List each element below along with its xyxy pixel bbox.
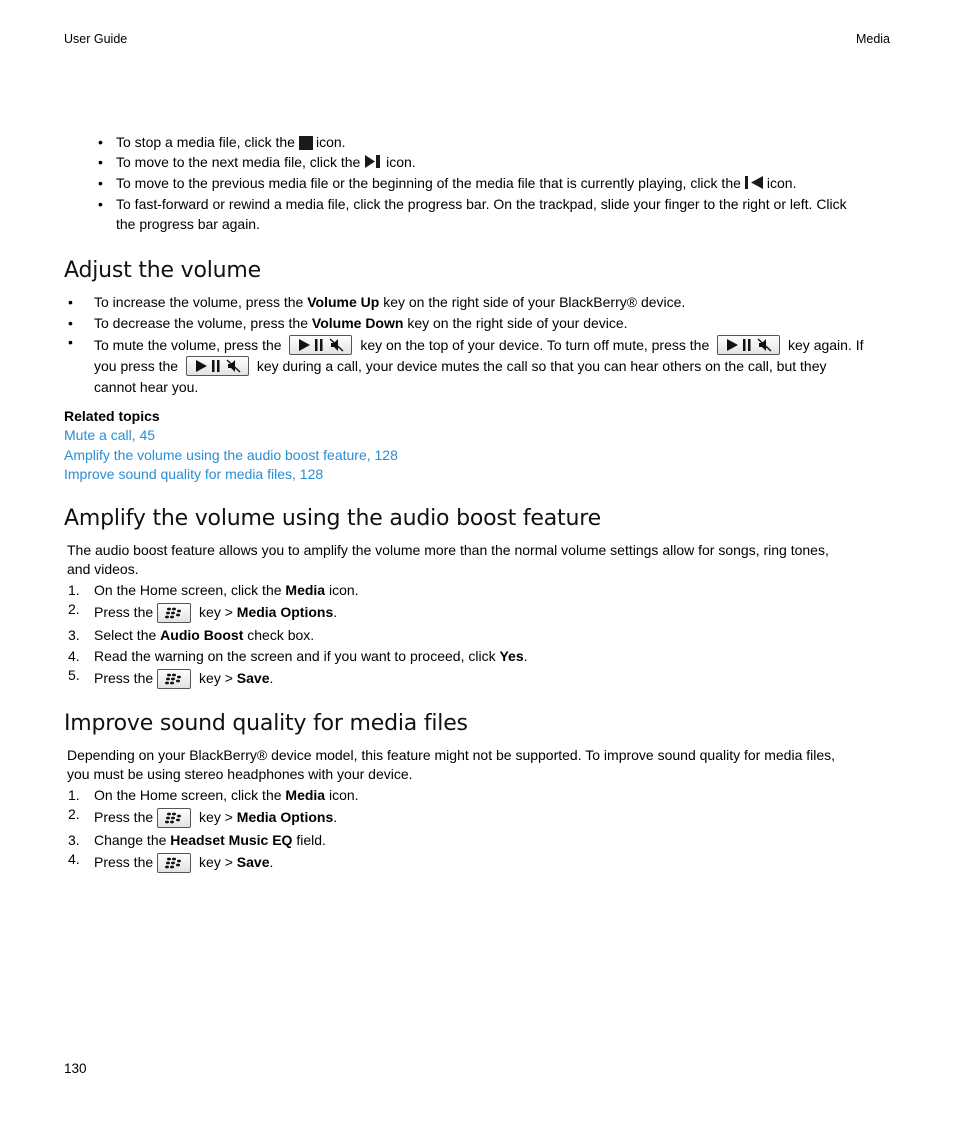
section-title-sound-quality: Improve sound quality for media files: [64, 711, 468, 736]
sound-quality-intro: Depending on your BlackBerry® device model, this feature might not be supported. To improve sound quality for media files, you must be using stereo headphones with your device.: [67, 747, 836, 782]
step-item: 5. Press the key > Save.: [94, 668, 894, 689]
step-item: 3. Select the Audio Boost check box.: [68, 627, 315, 643]
next-track-icon: [364, 153, 382, 170]
step-item: 1. On the Home screen, click the Media icon.: [68, 582, 359, 598]
list-item: • To move to the previous media file or the beginning of the media file that is currently playing, click the icon.: [98, 175, 797, 191]
related-link-audio-boost[interactable]: Amplify the volume using the audio boost feature, 128: [64, 447, 398, 463]
list-item: • To stop a media file, click the icon.: [98, 134, 346, 150]
step-item: 4. Read the warning on the screen and if you want to proceed, click Yes.: [68, 648, 528, 664]
list-item: • To mute the volume, press the key on the top of your device. To turn off mute, press the key again. If you press the key during a call, your device mutes the call so that you can hear others on the call, but they cannot hear you.: [68, 334, 864, 395]
step-item: 4. Press the key > Save.: [94, 852, 894, 873]
audio-boost-intro: The audio boost feature allows you to amplify the volume more than the normal volume settings allow for songs, ring tones, and videos.: [67, 542, 829, 577]
blackberry-menu-key-icon: [157, 853, 191, 873]
running-header-right: Media: [855, 32, 890, 46]
stop-icon: [299, 136, 313, 150]
related-topics-heading: Related topics: [64, 408, 160, 424]
step-item: 2. Press the key > Media Options.: [94, 807, 894, 828]
play-pause-mute-key-icon: [186, 356, 249, 376]
list-item: • To move to the next media file, click the icon.: [98, 154, 416, 170]
section-title-adjust-volume: Adjust the volume: [64, 258, 261, 283]
section-title-audio-boost: Amplify the volume using the audio boost feature: [64, 506, 601, 531]
media-controls-list: [98, 132, 896, 234]
list-item: • To increase the volume, press the Volume Up key on the right side of your BlackBerry® device.: [68, 294, 686, 310]
related-link-mute-call[interactable]: Mute a call, 45: [64, 427, 156, 443]
blackberry-menu-key-icon: [157, 603, 191, 623]
blackberry-menu-key-icon: [157, 669, 191, 689]
previous-track-icon: [744, 174, 765, 191]
step-item: 3. Change the Headset Music EQ field.: [68, 832, 326, 848]
related-link-sound-quality[interactable]: Improve sound quality for media files, 128: [64, 466, 324, 482]
play-pause-mute-key-icon: [717, 335, 780, 355]
play-pause-mute-key-icon: [289, 335, 352, 355]
running-header-left: User Guide: [64, 32, 128, 46]
list-item: • To fast-forward or rewind a media file, click the progress bar. On the trackpad, slide your finger to the right or left. Click the progress bar again.: [98, 196, 847, 232]
audio-boost-steps: [68, 580, 894, 689]
page-number: 130: [64, 1061, 87, 1076]
volume-list: [68, 292, 894, 398]
step-item: 2. Press the key > Media Options.: [94, 602, 894, 623]
sound-quality-steps: [68, 785, 894, 873]
step-item: 1. On the Home screen, click the Media icon.: [68, 787, 359, 803]
list-item: • To decrease the volume, press the Volume Down key on the right side of your device.: [68, 315, 628, 331]
blackberry-menu-key-icon: [157, 808, 191, 828]
